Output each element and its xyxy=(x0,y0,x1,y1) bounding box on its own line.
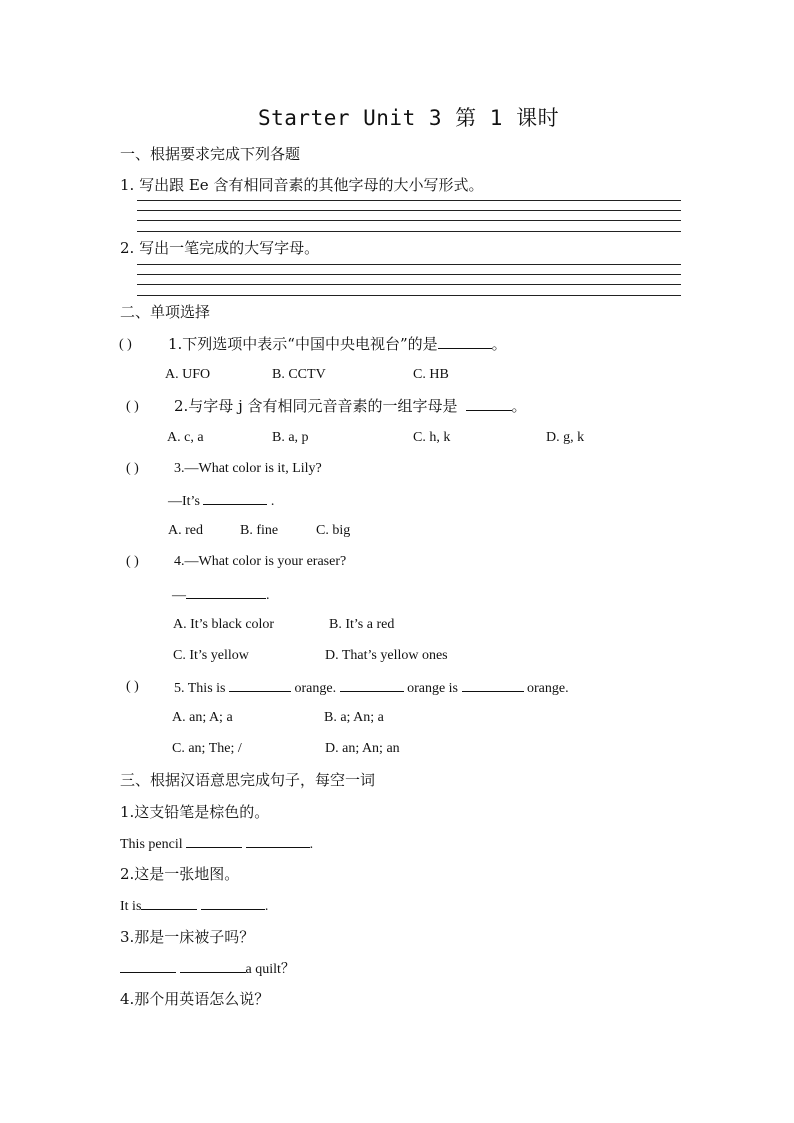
answer-paren: ( ) xyxy=(126,399,139,414)
question-2-text: 2.与字母 j 含有相同元音音素的一组字母是 xyxy=(174,397,458,415)
question-3-response xyxy=(168,490,274,512)
section-1-heading: 一、根据要求完成下列各题 xyxy=(120,145,301,163)
response-end: . xyxy=(266,588,270,603)
translation-item-3-cn: 3.那是一床被子吗？ xyxy=(120,928,255,946)
option-a: A. an; A; a xyxy=(172,710,233,725)
question-5-stem xyxy=(174,677,569,699)
option-a: A. It’s black color xyxy=(173,617,275,632)
question-2-end: 。 xyxy=(511,397,527,415)
sentence-end: . xyxy=(264,899,269,914)
response-start: —It’s xyxy=(168,494,200,509)
option-d: D. an; An; an xyxy=(325,741,400,756)
answer-paren: ( ) xyxy=(119,337,132,352)
answer-paren: ( ) xyxy=(126,461,139,476)
section-2-heading: 二、单项选择 xyxy=(120,303,211,321)
option-c: C. It’s yellow xyxy=(173,648,249,663)
option-c: C. HB xyxy=(413,367,449,382)
option-d: D. g, k xyxy=(546,430,585,445)
translation-item-4-cn: 4.那个用英语怎么说？ xyxy=(120,990,270,1008)
section-1-question-1: 1. 写出跟 Ee 含有相同音素的其他字母的大小写形式。 xyxy=(120,176,484,194)
stem-part: orange. xyxy=(527,681,569,696)
translation-item-2-en xyxy=(120,895,268,917)
translation-item-2-cn: 2.这是一张地图。 xyxy=(120,865,240,883)
option-c: C. an; The; / xyxy=(172,741,242,756)
stem-part: orange. xyxy=(294,681,337,696)
writing-line xyxy=(137,295,681,296)
answer-blank[interactable] xyxy=(438,334,492,349)
answer-blank[interactable] xyxy=(186,584,266,599)
question-1-text: 1.下列选项中表示“中国中央电视台”的是 xyxy=(168,335,438,353)
option-b: B. fine xyxy=(240,523,279,538)
stem-part: orange is xyxy=(407,681,459,696)
question-3-stem: 3.—What color is it, Lily? xyxy=(174,461,322,476)
sentence-start: This pencil xyxy=(120,837,183,852)
answer-blank[interactable] xyxy=(462,677,524,692)
answer-blank[interactable] xyxy=(186,833,242,848)
option-a: A. UFO xyxy=(165,367,211,382)
sentence-end: . xyxy=(309,837,314,852)
answer-paren: ( ) xyxy=(126,554,139,569)
answer-blank[interactable] xyxy=(466,396,512,411)
answer-blank[interactable] xyxy=(246,833,310,848)
stem-part: 5. This is xyxy=(174,681,226,696)
question-1-end: 。 xyxy=(491,335,507,353)
answer-blank[interactable] xyxy=(141,895,197,910)
answer-blank[interactable] xyxy=(340,677,404,692)
answer-blank[interactable] xyxy=(229,677,291,692)
writing-line xyxy=(137,264,681,265)
option-b: B. It’s a red xyxy=(329,617,395,632)
option-a: A. c, a xyxy=(167,430,204,445)
sentence-end: a quilt？ xyxy=(245,962,295,977)
question-2-stem xyxy=(174,396,527,416)
answer-paren: ( ) xyxy=(126,679,139,694)
translation-item-1-en xyxy=(120,833,313,855)
option-c: C. h, k xyxy=(413,430,451,445)
question-4-stem: 4.—What color is your eraser? xyxy=(174,554,347,569)
translation-item-3-en xyxy=(120,958,295,980)
section-3-heading: 三、根据汉语意思完成句子，每空一词 xyxy=(120,771,376,789)
option-a: A. red xyxy=(168,523,203,538)
answer-blank[interactable] xyxy=(203,490,267,505)
option-c: C. big xyxy=(316,523,351,538)
writing-line xyxy=(137,210,681,211)
answer-blank[interactable] xyxy=(180,958,246,973)
option-b: B. a; An; a xyxy=(324,710,384,725)
response-start: — xyxy=(172,588,186,603)
answer-blank[interactable] xyxy=(201,895,265,910)
translation-item-1-cn: 1.这支铅笔是棕色的。 xyxy=(120,803,270,821)
answer-blank[interactable] xyxy=(120,958,176,973)
writing-line xyxy=(137,274,681,275)
option-d: D. That’s yellow ones xyxy=(325,648,448,663)
option-b: B. CCTV xyxy=(272,367,326,382)
option-b: B. a, p xyxy=(272,430,309,445)
sentence-start: It is xyxy=(120,899,142,914)
writing-line xyxy=(137,231,681,232)
writing-line xyxy=(137,220,681,221)
response-end: . xyxy=(270,494,275,509)
question-1-stem xyxy=(168,334,507,354)
writing-line xyxy=(137,284,681,285)
section-1-question-2: 2. 写出一笔完成的大写字母。 xyxy=(120,239,320,257)
page-title: Starter Unit 3 第 1 课时 xyxy=(258,106,560,130)
question-4-response xyxy=(172,584,270,606)
writing-line xyxy=(137,200,681,201)
